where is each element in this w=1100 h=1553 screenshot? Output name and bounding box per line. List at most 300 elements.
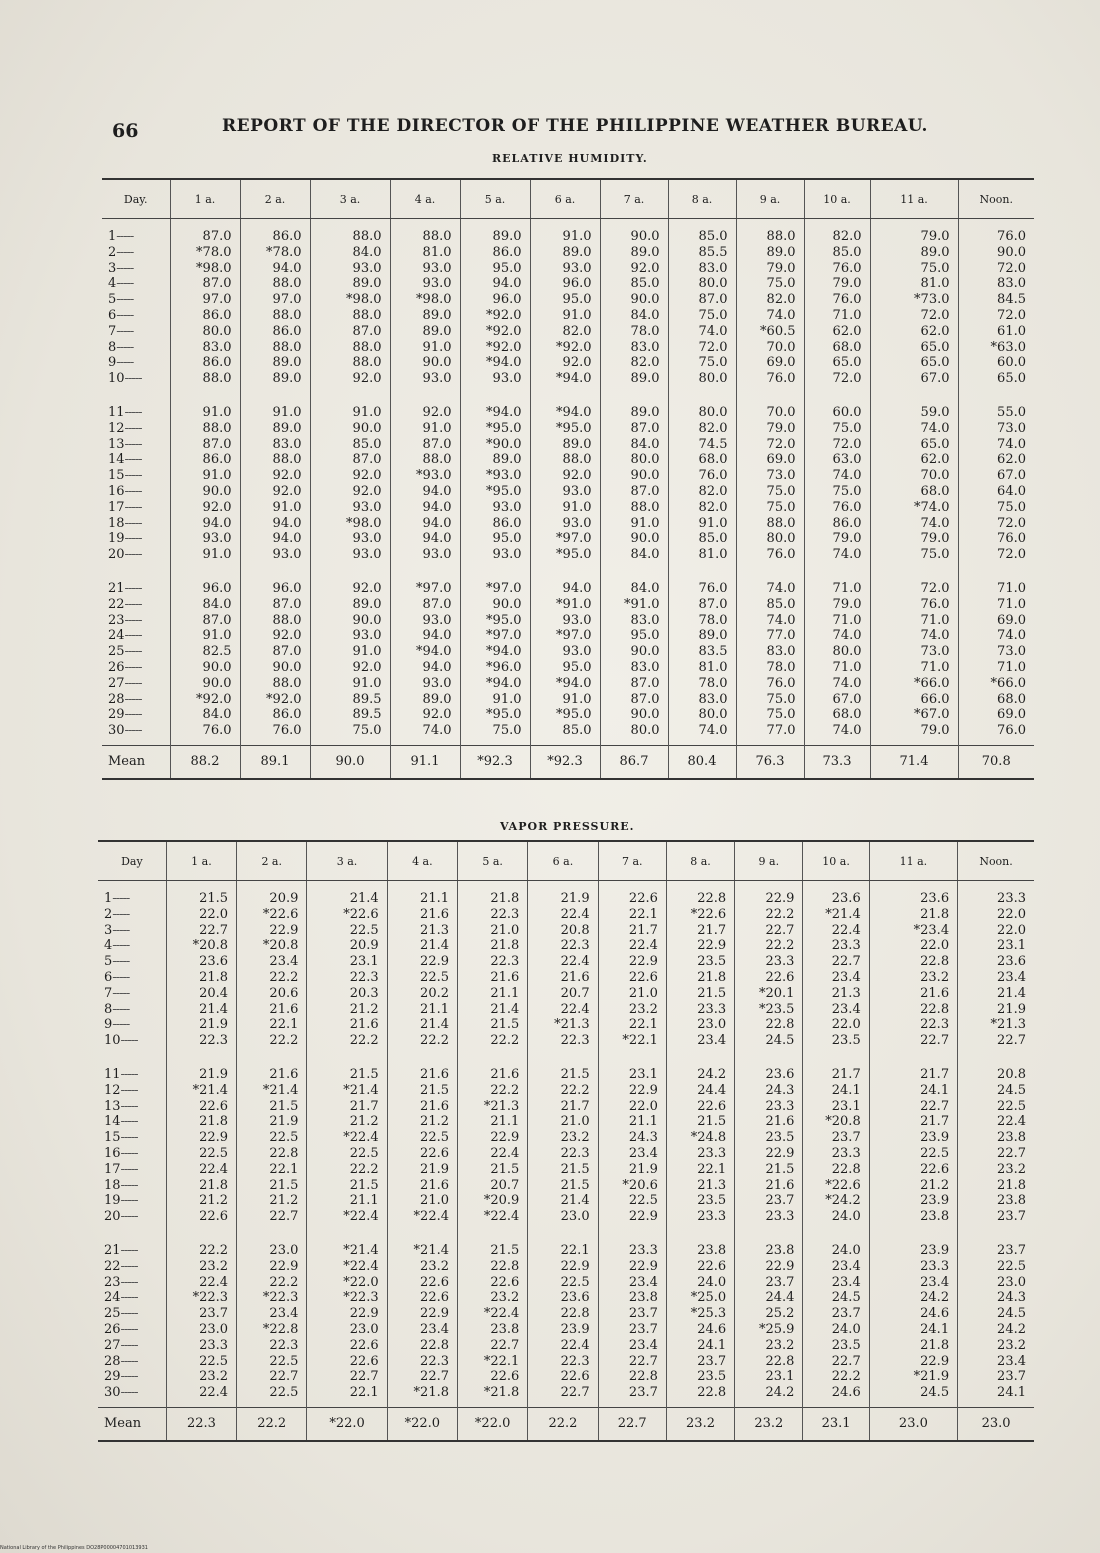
- vapor_pressure-value-cell: 22.2: [560, 1082, 590, 1098]
- vapor_pressure-value-cell: 21.8: [697, 969, 727, 985]
- relative_humidity-day-number: 28: [108, 691, 125, 707]
- relative_humidity-value-cell: 79.0: [766, 420, 796, 436]
- vapor_pressure-value-cell: 21.4: [349, 891, 379, 906]
- vapor_pressure-value-cell: 22.8: [628, 1369, 658, 1385]
- relative_humidity-value-cell: *74.0: [914, 499, 950, 515]
- vapor_pressure-day-cell: [104, 923, 166, 939]
- vapor_pressure-value-cell: 24.5: [831, 1290, 861, 1306]
- vapor_pressure-col-header: 5 a.: [458, 841, 528, 881]
- leader-dashes: -----: [124, 612, 142, 628]
- vapor_pressure-value-cell: 24.1: [920, 1082, 950, 1098]
- vapor_pressure-value-cell: 22.6: [420, 1145, 449, 1161]
- relative_humidity-value-cell: 75.0: [766, 499, 796, 515]
- relative_humidity-day-cell: [108, 628, 170, 644]
- vapor_pressure-value-cell: 24.2: [997, 1321, 1026, 1337]
- vapor_pressure-mean-value: 23.0: [869, 1407, 957, 1441]
- vapor_pressure-value-cell: 24.6: [920, 1306, 950, 1322]
- relative_humidity-value-cell: 84.0: [202, 707, 232, 723]
- relative_humidity-value-cell: 74.0: [832, 628, 862, 644]
- vapor_pressure-value-cell: 22.5: [420, 1130, 449, 1146]
- leader-dashes: -----: [116, 292, 134, 308]
- relative_humidity-value-cell: 90.0: [630, 468, 660, 484]
- relative_humidity-value-cell: 96.0: [202, 580, 232, 596]
- relative_humidity-value-cell: 59.0: [920, 404, 950, 420]
- relative_humidity-value-cell: 93.0: [422, 371, 452, 387]
- relative_humidity-value-cell: 74.0: [920, 515, 950, 531]
- relative_humidity-value-cell: 66.0: [920, 691, 950, 707]
- leader-dashes: -----: [112, 938, 130, 954]
- vapor_pressure-value-cell: 23.3: [831, 938, 861, 954]
- vapor_pressure-value-cell: 22.7: [349, 1369, 379, 1385]
- relative_humidity-value-cell: 70.0: [766, 339, 796, 355]
- vapor_pressure-value-cell: 22.6: [490, 1369, 520, 1385]
- vapor_pressure-mean-value: 22.2: [237, 1407, 307, 1441]
- vapor_pressure-value-cell: *25.9: [758, 1321, 795, 1337]
- relative_humidity-value-cell: 88.0: [352, 229, 382, 244]
- vapor_pressure-value-cell: 21.0: [490, 922, 520, 938]
- relative_humidity-value-cell: 75.0: [920, 547, 950, 563]
- relative_humidity-value-cell: 82.0: [630, 355, 660, 371]
- relative_humidity-value-cell: 90.0: [630, 531, 660, 547]
- vapor_pressure-value-cell: 22.9: [420, 1306, 449, 1322]
- vapor_pressure-value-cell: 23.5: [831, 1337, 861, 1353]
- vapor_pressure-value-cell: 21.5: [349, 1177, 379, 1193]
- relative_humidity-day-number: 27: [108, 675, 125, 691]
- vapor_pressure-value-cell: 21.6: [560, 969, 590, 985]
- leader-dashes: -----: [112, 891, 130, 906]
- relative_humidity-value-cell: 68.0: [920, 483, 950, 499]
- vapor_pressure-header-row: [98, 841, 1034, 881]
- relative_humidity-value-cell: 91.0: [352, 404, 382, 420]
- relative_humidity-value-cell: *67.0: [914, 707, 950, 723]
- vapor_pressure-day-cell: [104, 1322, 166, 1338]
- relative_humidity-value-cell: 91.0: [562, 499, 592, 515]
- relative_humidity-value-cell: 87.0: [630, 420, 660, 436]
- vapor_pressure-value-cell: 23.7: [765, 1274, 795, 1290]
- vapor_pressure-value-cell: 22.9: [628, 1082, 658, 1098]
- vapor_pressure-value-cell: 21.6: [920, 985, 950, 1001]
- vapor_pressure-day-cell: [104, 1369, 166, 1385]
- relative_humidity-value-cell: 89.5: [352, 691, 382, 707]
- leader-dashes: -----: [120, 1177, 138, 1193]
- vapor_pressure-value-cell: *20.8: [825, 1114, 861, 1130]
- relative_humidity-value-cell: 92.0: [352, 483, 382, 499]
- relative_humidity-value-cell: 78.0: [630, 323, 660, 339]
- vapor_pressure-value-cell: 20.2: [420, 985, 449, 1001]
- relative_humidity-value-cell: 97.0: [272, 292, 302, 308]
- vapor_pressure-value-cell: *22.1: [622, 1033, 658, 1049]
- vapor_pressure-value-cell: 23.8: [765, 1242, 795, 1258]
- vapor_pressure-value-cell: 22.1: [560, 1242, 590, 1258]
- relative_humidity-value-cell: 90.0: [352, 612, 382, 628]
- relative_humidity-value-cell: *60.5: [760, 323, 796, 339]
- relative_humidity-value-cell: 86.0: [202, 307, 232, 323]
- relative_humidity-value-cell: 74.0: [422, 723, 452, 739]
- relative_humidity-value-cell: 82.5: [202, 644, 232, 660]
- relative_humidity-day-cell: [108, 437, 170, 453]
- relative_humidity-day-number: 12: [108, 420, 125, 436]
- vapor_pressure-day-cell: [104, 1162, 166, 1178]
- vapor_pressure-value-cell: 24.6: [831, 1385, 861, 1401]
- relative_humidity-value-cell: 75.0: [766, 691, 796, 707]
- vapor_pressure-value-cell: 23.2: [199, 1369, 229, 1385]
- relative_humidity-day-cell: [108, 723, 170, 739]
- relative_humidity-column: [310, 219, 390, 746]
- relative_humidity-column: [600, 219, 668, 746]
- leader-dashes: -----: [120, 1258, 138, 1274]
- vapor_pressure-value-cell: *22.0: [343, 1274, 379, 1290]
- relative_humidity-value-cell: 93.0: [562, 612, 592, 628]
- leader-dashes: -----: [120, 1193, 138, 1209]
- vapor_pressure-value-cell: 22.6: [628, 891, 658, 906]
- relative_humidity-value-cell: 90.0: [630, 644, 660, 660]
- vapor_pressure-value-cell: 22.1: [697, 1161, 727, 1177]
- relative_humidity-day-cell: [108, 597, 170, 613]
- relative_humidity-value-cell: 89.0: [352, 596, 382, 612]
- relative_humidity-value-cell: 88.0: [766, 229, 796, 244]
- relative_humidity-value-cell: 89.5: [352, 707, 382, 723]
- vapor_pressure-day-cell: [104, 938, 166, 954]
- relative_humidity-value-cell: 89.0: [272, 371, 302, 387]
- relative_humidity-value-cell: 74.0: [832, 468, 862, 484]
- vapor_pressure-value-cell: *24.8: [690, 1130, 727, 1146]
- vapor_pressure-value-cell: 22.5: [628, 1193, 658, 1209]
- vapor_pressure-value-cell: *22.4: [343, 1209, 379, 1225]
- vapor-pressure-table: [98, 840, 1034, 1442]
- vapor_pressure-value-cell: *22.4: [483, 1209, 520, 1225]
- vapor_pressure-value-cell: 21.4: [420, 938, 449, 954]
- relative_humidity-day-number: 6: [108, 307, 117, 323]
- vapor_pressure-value-cell: 21.7: [920, 1114, 950, 1130]
- vapor_pressure-value-cell: 22.7: [269, 1369, 299, 1385]
- vapor_pressure-value-cell: 22.7: [560, 1385, 590, 1401]
- vapor_pressure-day-number: 2: [104, 906, 113, 922]
- relative_humidity-col-header: 5 a.: [460, 179, 530, 219]
- vapor_pressure-value-cell: 22.2: [490, 1033, 520, 1049]
- relative_humidity-value-cell: 87.0: [698, 596, 728, 612]
- leader-dashes: -----: [124, 628, 142, 644]
- vapor_pressure-value-cell: 21.1: [628, 1114, 658, 1130]
- vapor_pressure-value-cell: *21.4: [262, 1082, 299, 1098]
- vapor_pressure-day-number: 13: [104, 1098, 121, 1114]
- leader-dashes: -----: [120, 1209, 138, 1225]
- vapor_pressure-value-cell: 23.6: [920, 891, 950, 906]
- vapor_pressure-value-cell: 23.4: [628, 1145, 658, 1161]
- relative_humidity-value-cell: 90.0: [630, 292, 660, 308]
- relative_humidity-value-cell: 83.0: [766, 644, 796, 660]
- vapor_pressure-value-cell: 21.5: [269, 1177, 299, 1193]
- vapor_pressure-value-cell: 23.1: [765, 1369, 795, 1385]
- relative_humidity-value-cell: 69.0: [997, 612, 1026, 628]
- relative_humidity-value-cell: *95.0: [486, 707, 522, 723]
- relative_humidity-value-cell: 82.0: [562, 323, 592, 339]
- vapor_pressure-value-cell: *22.6: [825, 1177, 861, 1193]
- vapor_pressure-day-cell: [104, 1178, 166, 1194]
- relative_humidity-value-cell: *95.0: [486, 612, 522, 628]
- vapor_pressure-value-cell: 21.0: [560, 1114, 590, 1130]
- relative_humidity-value-cell: 93.0: [352, 260, 382, 276]
- relative_humidity-value-cell: 93.0: [562, 515, 592, 531]
- vapor_pressure-value-cell: 22.4: [490, 1145, 520, 1161]
- vapor_pressure-value-cell: 23.3: [697, 1145, 727, 1161]
- leader-dashes: -----: [120, 1114, 138, 1130]
- vapor_pressure-value-cell: 21.6: [269, 1001, 299, 1017]
- relative_humidity-col-header: Noon.: [958, 179, 1034, 219]
- relative_humidity-value-cell: 76.0: [698, 580, 728, 596]
- vapor_pressure-value-cell: 21.4: [997, 985, 1026, 1001]
- relative_humidity-value-cell: 92.0: [352, 468, 382, 484]
- vapor_pressure-value-cell: 24.0: [831, 1209, 861, 1225]
- vapor_pressure-value-cell: 24.3: [997, 1290, 1026, 1306]
- vapor_pressure-value-cell: 21.8: [490, 938, 520, 954]
- vapor_pressure-value-cell: 23.2: [997, 1161, 1026, 1177]
- vapor_pressure-value-cell: 21.8: [920, 906, 950, 922]
- relative_humidity-value-cell: 80.0: [630, 452, 660, 468]
- vapor_pressure-value-cell: 22.6: [560, 1369, 590, 1385]
- relative_humidity-value-cell: 72.0: [997, 307, 1026, 323]
- vapor_pressure-value-cell: 22.1: [628, 906, 658, 922]
- relative_humidity-value-cell: 75.0: [492, 723, 522, 739]
- vapor_pressure-value-cell: 24.5: [920, 1385, 950, 1401]
- vapor_pressure-value-cell: 21.2: [269, 1193, 299, 1209]
- vapor_pressure-column: [237, 881, 307, 1408]
- relative_humidity-value-cell: 83.0: [202, 339, 232, 355]
- vapor_pressure-day-number: 24: [104, 1290, 121, 1306]
- leader-dashes: -----: [124, 468, 142, 484]
- relative_humidity-day-cell: [108, 340, 170, 356]
- vapor_pressure-day-cell: [104, 907, 166, 923]
- vapor_pressure-value-cell: 22.7: [831, 954, 861, 970]
- relative_humidity-day-cell: [108, 276, 170, 292]
- vapor_pressure-value-cell: 22.2: [269, 1274, 299, 1290]
- vapor_pressure-value-cell: 23.9: [920, 1193, 950, 1209]
- relative_humidity-day-number: 26: [108, 659, 125, 675]
- relative_humidity-value-cell: 93.0: [422, 612, 452, 628]
- relative_humidity-value-cell: 68.0: [698, 452, 728, 468]
- relative_humidity-value-cell: *97.0: [486, 580, 522, 596]
- relative_humidity-value-cell: 97.0: [202, 292, 232, 308]
- vapor_pressure-value-cell: *21.3: [990, 1017, 1026, 1033]
- vapor_pressure-col-header: 3 a.: [307, 841, 387, 881]
- relative_humidity-day-number: 10: [108, 371, 125, 387]
- vapor_pressure-value-cell: 22.0: [920, 938, 950, 954]
- relative_humidity-column: [390, 219, 460, 746]
- relative_humidity-value-cell: 93.0: [422, 260, 452, 276]
- leader-dashes: -----: [116, 355, 134, 371]
- vapor_pressure-value-cell: 22.6: [490, 1274, 520, 1290]
- vapor_pressure-value-cell: 22.9: [269, 922, 299, 938]
- vapor_pressure-day-cell: [104, 1209, 166, 1225]
- relative_humidity-day-cell: [108, 531, 170, 547]
- relative_humidity-value-cell: 94.0: [272, 260, 302, 276]
- relative_humidity-value-cell: 93.0: [422, 276, 452, 292]
- relative_humidity-day-cell: [108, 355, 170, 371]
- relative_humidity-value-cell: 84.0: [352, 244, 382, 260]
- vapor_pressure-value-cell: 22.3: [490, 954, 520, 970]
- leader-dashes: -----: [120, 1385, 138, 1401]
- vapor_pressure-value-cell: 22.8: [269, 1145, 299, 1161]
- relative_humidity-value-cell: 87.0: [630, 675, 660, 691]
- relative_humidity-day-cell: [108, 405, 170, 421]
- vapor_pressure-value-cell: 22.3: [490, 906, 520, 922]
- vapor_pressure-value-cell: 23.6: [765, 1066, 795, 1082]
- vapor_pressure-day-cell: [104, 1338, 166, 1354]
- vapor_pressure-value-cell: 24.5: [765, 1033, 795, 1049]
- relative_humidity-value-cell: 74.0: [698, 323, 728, 339]
- relative_humidity-value-cell: 88.0: [272, 452, 302, 468]
- vapor_pressure-value-cell: *23.5: [758, 1001, 795, 1017]
- vapor_pressure-day-cell: [104, 1290, 166, 1306]
- relative_humidity-day-number: 3: [108, 260, 117, 276]
- vapor_pressure-value-cell: *21.3: [483, 1098, 520, 1114]
- vapor_pressure-mean-value: 22.3: [166, 1407, 236, 1441]
- vapor_pressure-value-cell: 20.7: [560, 985, 590, 1001]
- leader-dashes: -----: [120, 1369, 138, 1385]
- relative_humidity-day-cell: [108, 468, 170, 484]
- leader-dashes: -----: [112, 1017, 130, 1033]
- vapor_pressure-value-cell: *21.4: [192, 1082, 229, 1098]
- vapor_pressure-day-number: 15: [104, 1130, 121, 1146]
- vapor_pressure-col-header: Day: [98, 841, 166, 881]
- relative_humidity-day-cell: [108, 500, 170, 516]
- vapor_pressure-col-header: 11 a.: [869, 841, 957, 881]
- vapor_pressure-value-cell: 22.9: [697, 938, 727, 954]
- relative_humidity-value-cell: *96.0: [486, 659, 522, 675]
- vapor_pressure-value-cell: 23.4: [628, 1337, 658, 1353]
- vapor_pressure-day-cell: [104, 986, 166, 1002]
- vapor_pressure-value-cell: 22.9: [628, 1209, 658, 1225]
- relative_humidity-mean-value: 71.4: [870, 745, 958, 779]
- vapor_pressure-value-cell: *22.3: [192, 1290, 229, 1306]
- relative_humidity-value-cell: 81.0: [422, 244, 452, 260]
- relative_humidity-value-cell: 82.0: [698, 483, 728, 499]
- leader-dashes: -----: [124, 483, 142, 499]
- relative_humidity-value-cell: 76.0: [920, 596, 950, 612]
- relative_humidity-value-cell: 93.0: [202, 531, 232, 547]
- vapor_pressure-value-cell: 23.4: [269, 954, 299, 970]
- relative_humidity-value-cell: 92.0: [272, 628, 302, 644]
- vapor_pressure-value-cell: 24.3: [628, 1130, 658, 1146]
- relative_humidity-value-cell: *98.0: [416, 292, 452, 308]
- vapor_pressure-day-number: 21: [104, 1242, 121, 1258]
- vapor_pressure-value-cell: 23.4: [920, 1274, 950, 1290]
- vapor_pressure-value-cell: 22.4: [199, 1274, 229, 1290]
- vapor_pressure-value-cell: 24.5: [997, 1306, 1026, 1322]
- relative_humidity-value-cell: 90.0: [422, 355, 452, 371]
- vapor_pressure-value-cell: 22.9: [560, 1258, 590, 1274]
- vapor_pressure-value-cell: 24.2: [920, 1290, 950, 1306]
- vapor_pressure-value-cell: 23.7: [831, 1306, 861, 1322]
- relative_humidity-value-cell: 83.0: [698, 260, 728, 276]
- relative_humidity-value-cell: 89.0: [562, 244, 592, 260]
- relative_humidity-day-number: 2: [108, 244, 117, 260]
- vapor_pressure-value-cell: 22.0: [997, 906, 1026, 922]
- relative_humidity-col-header: 9 a.: [736, 179, 804, 219]
- vapor_pressure-day-cell: [104, 1067, 166, 1083]
- vapor_pressure-value-cell: 23.7: [831, 1130, 861, 1146]
- vapor_pressure-value-cell: 21.7: [560, 1098, 590, 1114]
- vapor_pressure-value-cell: 22.0: [199, 906, 229, 922]
- relative_humidity-value-cell: 83.0: [997, 276, 1026, 292]
- vapor_pressure-value-cell: 21.6: [765, 1177, 795, 1193]
- relative_humidity-day-number: 20: [108, 547, 125, 563]
- relative_humidity-value-cell: 75.0: [997, 499, 1026, 515]
- relative_humidity-value-cell: 83.0: [630, 659, 660, 675]
- vapor_pressure-value-cell: 21.4: [420, 1017, 449, 1033]
- relative_humidity-value-cell: 88.0: [766, 515, 796, 531]
- vapor_pressure-value-cell: 22.6: [199, 1098, 229, 1114]
- leader-dashes: -----: [124, 371, 142, 387]
- leader-dashes: -----: [124, 452, 142, 468]
- vapor_pressure-value-cell: 22.4: [199, 1385, 229, 1401]
- vapor_pressure-column: [387, 881, 457, 1408]
- relative_humidity-value-cell: 73.0: [920, 644, 950, 660]
- vapor_pressure-value-cell: 22.9: [765, 891, 795, 906]
- relative_humidity-day-number: 5: [108, 292, 117, 308]
- relative_humidity-day-number: 23: [108, 612, 125, 628]
- vapor_pressure-value-cell: 22.4: [628, 938, 658, 954]
- vapor_pressure-value-cell: 23.0: [269, 1242, 299, 1258]
- relative_humidity-col-header: 4 a.: [390, 179, 460, 219]
- vapor_pressure-day-cell: [104, 1146, 166, 1162]
- relative_humidity-value-cell: 86.0: [272, 229, 302, 244]
- vapor_pressure-value-cell: 22.9: [349, 1306, 379, 1322]
- relative_humidity-value-cell: 87.0: [630, 691, 660, 707]
- relative_humidity-value-cell: 76.0: [832, 292, 862, 308]
- vapor_pressure-value-cell: 21.9: [420, 1161, 449, 1177]
- vapor_pressure-day-cell: [104, 1385, 166, 1401]
- leader-dashes: -----: [112, 969, 130, 985]
- vapor_pressure-value-cell: 22.9: [765, 1145, 795, 1161]
- relative_humidity-value-cell: 92.0: [272, 468, 302, 484]
- relative_humidity-value-cell: 89.0: [630, 404, 660, 420]
- vapor_pressure-value-cell: 22.6: [420, 1290, 449, 1306]
- relative_humidity-col-header: 6 a.: [530, 179, 600, 219]
- vapor_pressure-value-cell: 23.3: [831, 1145, 861, 1161]
- relative_humidity-day-cell: [108, 452, 170, 468]
- relative_humidity-value-cell: 74.0: [832, 723, 862, 739]
- relative_humidity-value-cell: 78.0: [766, 659, 796, 675]
- relative_humidity-value-cell: 90.0: [492, 596, 522, 612]
- vapor_pressure-value-cell: 23.2: [920, 969, 950, 985]
- relative_humidity-day-cell: [108, 484, 170, 500]
- relative_humidity-value-cell: 65.0: [920, 339, 950, 355]
- vapor_pressure-value-cell: 23.5: [765, 1130, 795, 1146]
- relative_humidity-value-cell: 88.0: [422, 229, 452, 244]
- leader-dashes: -----: [124, 723, 142, 739]
- leader-dashes: -----: [112, 985, 130, 1001]
- relative_humidity-day-cell: [108, 516, 170, 532]
- relative_humidity-day-cell: [108, 660, 170, 676]
- relative_humidity-value-cell: 85.0: [562, 723, 592, 739]
- leader-dashes: -----: [116, 276, 134, 292]
- relative_humidity-value-cell: *97.0: [556, 531, 592, 547]
- relative_humidity-value-cell: 75.0: [766, 707, 796, 723]
- relative_humidity-value-cell: 79.0: [920, 723, 950, 739]
- relative_humidity-mean-value: 80.4: [668, 745, 736, 779]
- vapor_pressure-col-header: 8 a.: [666, 841, 734, 881]
- relative_humidity-value-cell: 91.0: [422, 420, 452, 436]
- vapor_pressure-day-number: 8: [104, 1001, 113, 1017]
- vapor_pressure-day-number: 10: [104, 1033, 121, 1049]
- relative_humidity-value-cell: 71.0: [832, 659, 862, 675]
- vapor_pressure-value-cell: 22.7: [920, 1098, 950, 1114]
- vapor_pressure-day-cell: [104, 1114, 166, 1130]
- vapor_pressure-value-cell: 22.4: [560, 906, 590, 922]
- vapor_pressure-value-cell: 20.4: [199, 985, 229, 1001]
- vapor_pressure-value-cell: 21.5: [697, 985, 727, 1001]
- relative_humidity-body-row: [102, 219, 1034, 746]
